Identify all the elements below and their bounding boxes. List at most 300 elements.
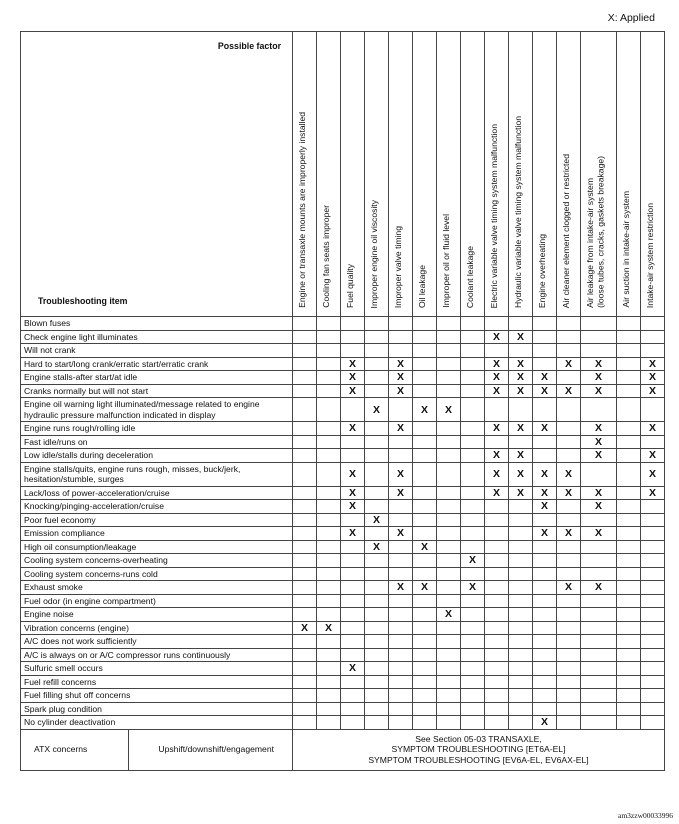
legend-applied: X: Applied [607,12,655,24]
empty-cell [317,435,341,449]
factor-header [317,32,341,317]
empty-cell [485,648,509,662]
empty-cell [293,422,317,436]
applied-mark: X [581,384,617,398]
applied-mark: X [641,357,665,371]
empty-cell [617,527,641,541]
factor-label: Hydraulic variable valve timing system malfunction [513,116,523,308]
empty-cell [617,635,641,649]
applied-mark: X [533,371,557,385]
empty-cell [317,513,341,527]
factor-label: Improper engine oil viscosity [369,199,379,308]
figure-id: am3zzw00033996 [618,811,673,820]
table-row [21,635,665,649]
symptom-label: Fuel filling shut off concerns [21,689,293,703]
empty-cell [641,662,665,676]
empty-cell [365,716,389,730]
empty-cell [509,702,533,716]
empty-cell [557,689,581,703]
empty-cell [389,635,413,649]
applied-mark: X [557,462,581,486]
empty-cell [437,621,461,635]
atx-sub: Upshift/downshift/engagement [129,729,293,770]
empty-cell [485,702,509,716]
empty-cell [641,398,665,422]
empty-cell [293,608,317,622]
empty-cell [617,702,641,716]
empty-cell [389,554,413,568]
empty-cell [461,689,485,703]
empty-cell [413,675,437,689]
symptom-label: Knocking/pinging-acceleration/cruise [21,500,293,514]
empty-cell [641,500,665,514]
empty-cell [557,716,581,730]
symptom-label: Engine runs rough/rolling idle [21,422,293,436]
applied-mark: X [413,398,437,422]
empty-cell [533,594,557,608]
empty-cell [317,449,341,463]
table-row [21,486,665,500]
applied-mark: X [389,384,413,398]
empty-cell [557,398,581,422]
applied-mark: X [509,422,533,436]
empty-cell [341,513,365,527]
table-row [21,608,665,622]
empty-cell [509,716,533,730]
empty-cell [413,527,437,541]
empty-cell [293,462,317,486]
table-row [21,702,665,716]
symptom-label: Check engine light illuminates [21,330,293,344]
empty-cell [413,435,437,449]
empty-cell [533,344,557,358]
empty-cell [293,513,317,527]
empty-cell [293,357,317,371]
empty-cell [581,648,617,662]
empty-cell [341,594,365,608]
table-row [21,422,665,436]
empty-cell [413,344,437,358]
empty-cell [293,635,317,649]
factor-label: Air suction in intake-air system [621,191,631,308]
applied-mark: X [581,371,617,385]
applied-mark: X [581,527,617,541]
empty-cell [641,513,665,527]
empty-cell [389,435,413,449]
applied-mark: X [509,486,533,500]
applied-mark: X [509,384,533,398]
empty-cell [413,422,437,436]
empty-cell [533,621,557,635]
symptom-label: A/C does not work sufficiently [21,635,293,649]
empty-cell [413,486,437,500]
empty-cell [317,344,341,358]
empty-cell [557,702,581,716]
applied-mark: X [389,422,413,436]
empty-cell [509,527,533,541]
possible-factor-label: Possible factor [217,41,281,51]
empty-cell [533,357,557,371]
empty-cell [413,513,437,527]
empty-cell [341,344,365,358]
empty-cell [341,398,365,422]
applied-mark: X [581,486,617,500]
table-body [21,317,665,730]
empty-cell [437,527,461,541]
troubleshooting-table [20,31,665,771]
empty-cell [413,716,437,730]
applied-mark: X [461,554,485,568]
empty-cell [641,675,665,689]
empty-cell [365,648,389,662]
empty-cell [293,540,317,554]
applied-mark: X [641,486,665,500]
header-row [21,32,665,317]
empty-cell [617,357,641,371]
empty-cell [641,330,665,344]
empty-cell [389,567,413,581]
empty-cell [557,317,581,331]
empty-cell [581,330,617,344]
empty-cell [437,462,461,486]
factor-header [581,32,617,317]
empty-cell [437,594,461,608]
table-row [21,398,665,422]
factor-header [293,32,317,317]
empty-cell [461,527,485,541]
empty-cell [617,398,641,422]
empty-cell [557,330,581,344]
empty-cell [365,621,389,635]
empty-cell [293,527,317,541]
applied-mark: X [341,384,365,398]
empty-cell [461,330,485,344]
empty-cell [341,449,365,463]
atx-row [21,729,665,770]
empty-cell [461,384,485,398]
empty-cell [365,449,389,463]
header-corner [21,32,293,317]
empty-cell [533,608,557,622]
applied-mark: X [557,357,581,371]
empty-cell [437,648,461,662]
empty-cell [641,581,665,595]
empty-cell [365,554,389,568]
empty-cell [389,621,413,635]
symptom-label: Engine oil warning light illuminated/message related to engine hydraulic pressure malfunction indicated in display [21,398,293,422]
empty-cell [461,462,485,486]
applied-mark: X [533,486,557,500]
empty-cell [413,594,437,608]
empty-cell [533,540,557,554]
applied-mark: X [365,398,389,422]
atx-ref-line1: See Section 05-03 TRANSAXLE, [415,733,542,744]
empty-cell [317,554,341,568]
empty-cell [317,635,341,649]
empty-cell [533,635,557,649]
empty-cell [617,621,641,635]
empty-cell [509,554,533,568]
empty-cell [581,554,617,568]
applied-mark: X [485,330,509,344]
empty-cell [413,662,437,676]
empty-cell [365,675,389,689]
empty-cell [485,716,509,730]
empty-cell [413,357,437,371]
empty-cell [617,330,641,344]
applied-mark: X [581,449,617,463]
applied-mark: X [533,716,557,730]
empty-cell [365,689,389,703]
table-row [21,500,665,514]
empty-cell [485,608,509,622]
factor-label: Electric variable valve timing system malfunction [489,123,499,308]
empty-cell [557,513,581,527]
applied-mark: X [389,527,413,541]
empty-cell [437,635,461,649]
empty-cell [437,675,461,689]
empty-cell [461,435,485,449]
empty-cell [617,608,641,622]
empty-cell [461,317,485,331]
empty-cell [557,371,581,385]
empty-cell [533,513,557,527]
empty-cell [485,317,509,331]
empty-cell [533,330,557,344]
atx-ref-line2: SYMPTOM TROUBLESHOOTING [ET6A-EL] [391,744,566,755]
empty-cell [413,635,437,649]
empty-cell [509,398,533,422]
empty-cell [461,371,485,385]
applied-mark: X [581,581,617,595]
table-row [21,716,665,730]
table-row [21,462,665,486]
empty-cell [581,594,617,608]
applied-mark: X [581,500,617,514]
empty-cell [485,635,509,649]
empty-cell [461,422,485,436]
empty-cell [533,554,557,568]
factor-header [533,32,557,317]
applied-mark: X [341,462,365,486]
empty-cell [509,581,533,595]
empty-cell [509,675,533,689]
empty-cell [509,500,533,514]
empty-cell [641,648,665,662]
table-row [21,513,665,527]
empty-cell [617,344,641,358]
empty-cell [461,702,485,716]
empty-cell [617,540,641,554]
empty-cell [317,422,341,436]
table-row [21,527,665,541]
empty-cell [317,371,341,385]
empty-cell [365,330,389,344]
empty-cell [389,662,413,676]
table-row [21,449,665,463]
symptom-label: Cooling system concerns-runs cold [21,567,293,581]
empty-cell [617,662,641,676]
factor-label: Engine or transaxle mounts are improperly installed [297,112,307,308]
empty-cell [485,554,509,568]
empty-cell [581,621,617,635]
symptom-label: High oil consumption/leakage [21,540,293,554]
applied-mark: X [341,500,365,514]
empty-cell [617,513,641,527]
empty-cell [581,462,617,486]
empty-cell [461,500,485,514]
empty-cell [365,371,389,385]
table-row [21,621,665,635]
table-row [21,675,665,689]
applied-mark: X [641,462,665,486]
empty-cell [389,716,413,730]
symptom-label: A/C is always on or A/C compressor runs continuously [21,648,293,662]
factor-label: Air leakage from intake-air system (loose tubes, cracks, gaskets breakage) [585,156,606,308]
empty-cell [413,608,437,622]
symptom-label: Cranks normally but will not start [21,384,293,398]
empty-cell [533,648,557,662]
empty-cell [317,486,341,500]
empty-cell [389,398,413,422]
empty-cell [617,689,641,703]
empty-cell [437,581,461,595]
empty-cell [437,449,461,463]
empty-cell [293,435,317,449]
empty-cell [485,689,509,703]
table-row [21,662,665,676]
empty-cell [413,371,437,385]
symptom-label: Vibration concerns (engine) [21,621,293,635]
factor-header [557,32,581,317]
empty-cell [365,486,389,500]
empty-cell [581,317,617,331]
empty-cell [557,662,581,676]
empty-cell [317,398,341,422]
empty-cell [509,608,533,622]
empty-cell [641,435,665,449]
applied-mark: X [581,435,617,449]
empty-cell [461,344,485,358]
empty-cell [317,675,341,689]
empty-cell [413,689,437,703]
empty-cell [341,435,365,449]
applied-mark: X [533,527,557,541]
empty-cell [437,567,461,581]
empty-cell [509,621,533,635]
empty-cell [389,689,413,703]
factor-header [389,32,413,317]
applied-mark: X [557,527,581,541]
empty-cell [461,635,485,649]
empty-cell [533,398,557,422]
empty-cell [509,635,533,649]
symptom-label: Fuel refill concerns [21,675,293,689]
applied-mark: X [341,422,365,436]
empty-cell [533,317,557,331]
symptom-label: Emission compliance [21,527,293,541]
empty-cell [389,702,413,716]
empty-cell [581,675,617,689]
table-row [21,317,665,331]
empty-cell [461,567,485,581]
applied-mark: X [641,384,665,398]
empty-cell [461,716,485,730]
applied-mark: X [641,422,665,436]
empty-cell [293,702,317,716]
empty-cell [365,581,389,595]
empty-cell [533,581,557,595]
applied-mark: X [485,486,509,500]
empty-cell [413,384,437,398]
empty-cell [617,567,641,581]
factor-header [641,32,665,317]
symptom-label: Engine stalls-after start/at idle [21,371,293,385]
empty-cell [389,344,413,358]
empty-cell [437,540,461,554]
applied-mark: X [641,449,665,463]
empty-cell [557,435,581,449]
applied-mark: X [509,449,533,463]
applied-mark: X [365,540,389,554]
atx-label: ATX concerns [21,729,129,770]
empty-cell [641,317,665,331]
empty-cell [365,527,389,541]
table-row [21,540,665,554]
empty-cell [485,435,509,449]
empty-cell [389,540,413,554]
table-row [21,435,665,449]
empty-cell [389,513,413,527]
empty-cell [317,527,341,541]
factor-header [485,32,509,317]
empty-cell [437,371,461,385]
empty-cell [317,702,341,716]
applied-mark: X [461,581,485,595]
empty-cell [641,702,665,716]
empty-cell [413,648,437,662]
applied-mark: X [485,357,509,371]
empty-cell [641,567,665,581]
applied-mark: X [485,422,509,436]
empty-cell [293,662,317,676]
factor-header [413,32,437,317]
empty-cell [581,716,617,730]
empty-cell [413,702,437,716]
empty-cell [341,581,365,595]
empty-cell [317,581,341,595]
factor-header [617,32,641,317]
empty-cell [617,462,641,486]
empty-cell [365,357,389,371]
table-row [21,689,665,703]
empty-cell [317,317,341,331]
empty-cell [617,716,641,730]
table-row [21,357,665,371]
empty-cell [293,567,317,581]
empty-cell [365,344,389,358]
empty-cell [365,635,389,649]
empty-cell [581,513,617,527]
table-row [21,384,665,398]
empty-cell [365,567,389,581]
empty-cell [617,486,641,500]
empty-cell [581,540,617,554]
empty-cell [317,462,341,486]
empty-cell [557,621,581,635]
empty-cell [317,330,341,344]
applied-mark: X [485,384,509,398]
